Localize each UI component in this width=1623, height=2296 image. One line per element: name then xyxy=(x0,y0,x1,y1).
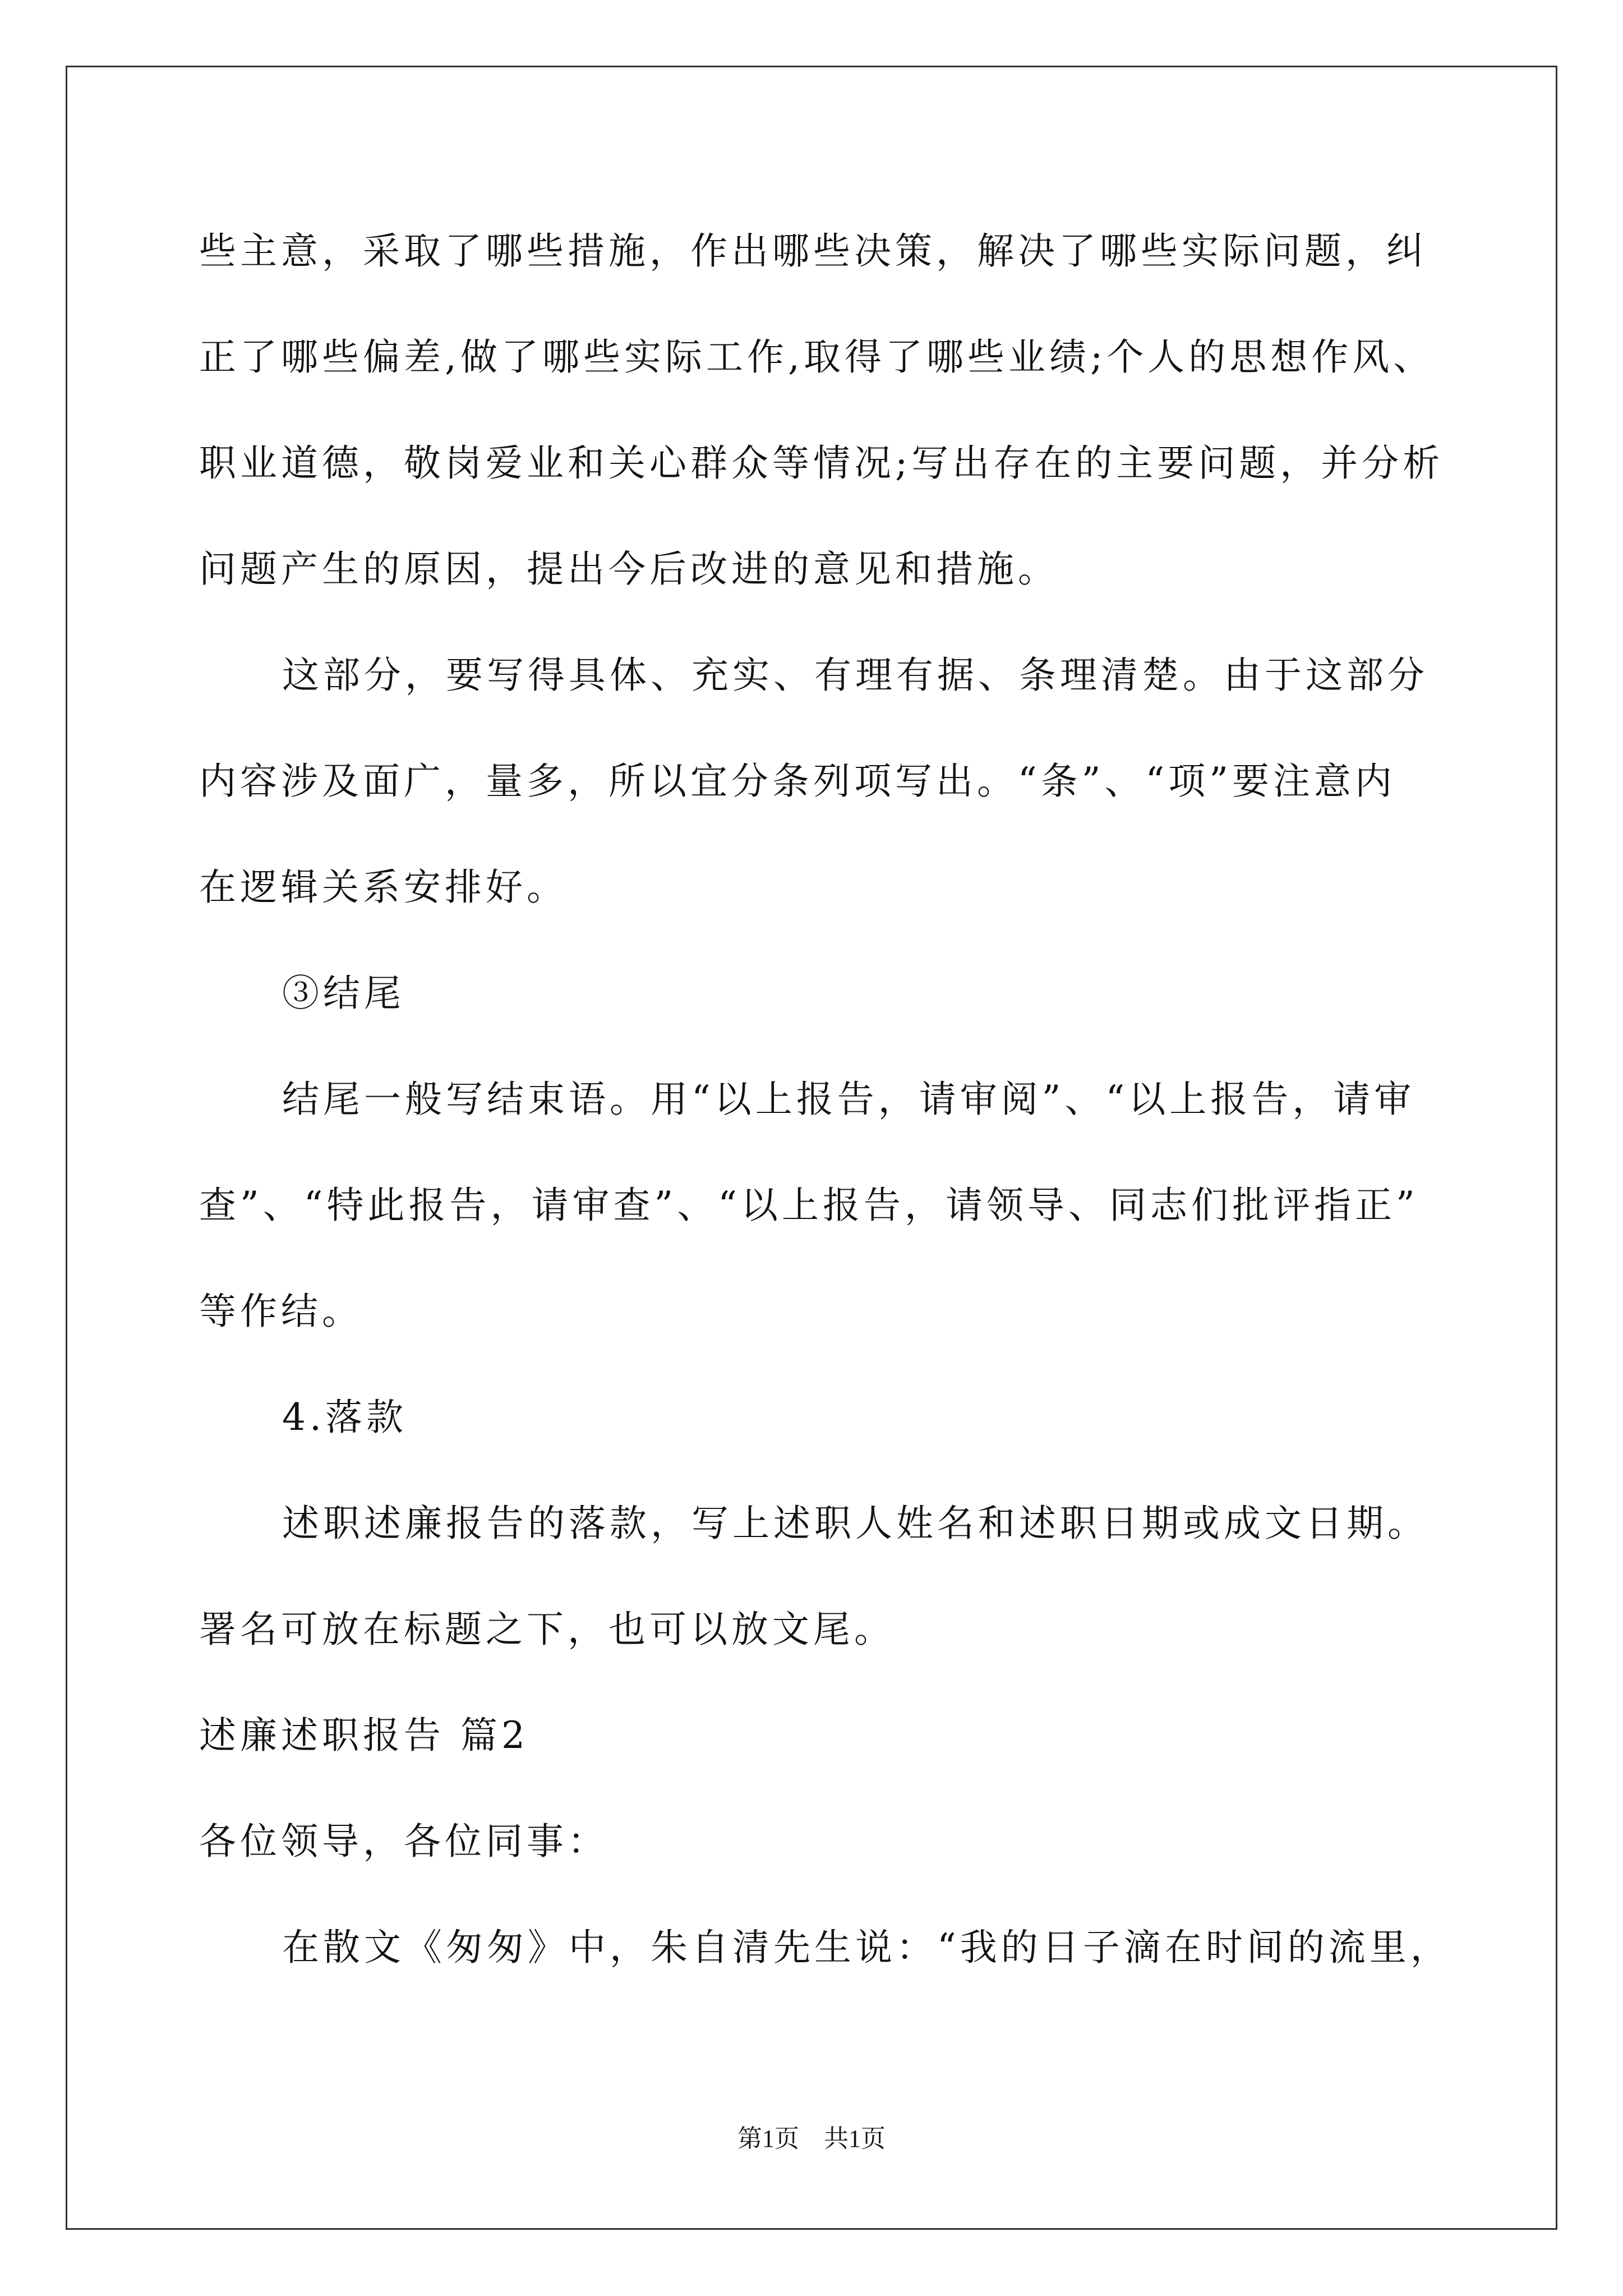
paragraph-line: 问题产生的原因，提出今后改进的意见和措施。 xyxy=(199,547,1059,591)
page-footer: 第1页 共1页 xyxy=(737,2125,886,2152)
section-heading: ③结尾 xyxy=(282,972,405,1015)
paragraph-line: 署名可放在标题之下，也可以放文尾。 xyxy=(199,1608,895,1651)
section-heading: 4.落款 xyxy=(282,1396,407,1439)
paragraph-line: 等作结。 xyxy=(199,1290,363,1333)
paragraph-line: 在散文《匆匆》中，朱自清先生说：“我的日子滴在时间的流里， xyxy=(282,1926,1451,1969)
paragraph-line: 正了哪些偏差,做了哪些实际工作,取得了哪些业绩;个人的思想作风、 xyxy=(199,335,1435,379)
paragraph-line: 职业道德，敬岗爱业和关心群众等情况;写出存在的主要问题，并分析 xyxy=(199,441,1444,485)
paragraph-line: 述职述廉报告的落款，写上述职人姓名和述职日期或成文日期。 xyxy=(282,1502,1428,1545)
paragraph-line: 些主意，采取了哪些措施，作出哪些决策，解决了哪些实际问题，纠 xyxy=(199,229,1427,273)
paragraph-line: 查”、“特此报告，请审查”、“以上报告，请领导、同志们批评指正” xyxy=(199,1184,1419,1227)
article-title: 述廉述职报告 篇2 xyxy=(199,1714,529,1757)
paragraph-line: 内容涉及面广，量多，所以宜分条列项写出。“条”、“项”要注意内 xyxy=(199,760,1396,803)
paragraph-line: 在逻辑关系安排好。 xyxy=(199,866,568,909)
salutation: 各位领导，各位同事： xyxy=(199,1820,608,1863)
paragraph-line: 这部分，要写得具体、充实、有理有据、条理清楚。由于这部分 xyxy=(282,654,1428,697)
page-border xyxy=(66,66,1557,2230)
paragraph-line: 结尾一般写结束语。用“以上报告，请审阅”、“以上报告，请审 xyxy=(282,1078,1415,1121)
